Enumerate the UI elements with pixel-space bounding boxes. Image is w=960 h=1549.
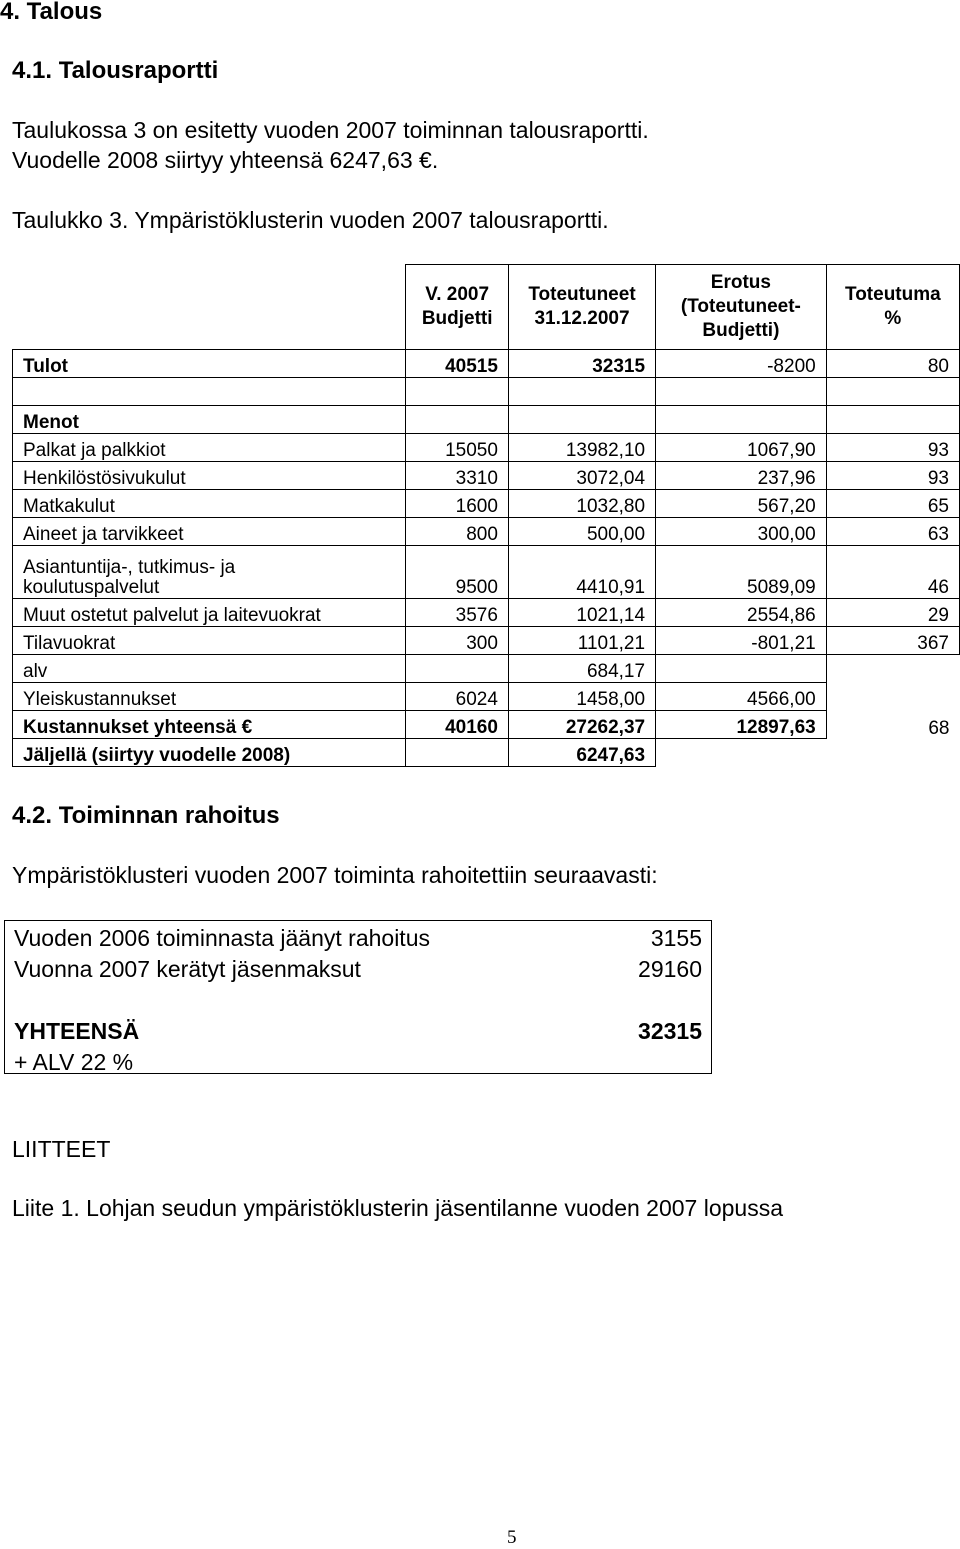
list-item — [4, 920, 712, 951]
total-actual: 27262,37 — [508, 711, 655, 739]
row-budget: 800 — [406, 518, 509, 546]
row-pct: 46 — [826, 546, 959, 599]
spacer-cell — [826, 378, 959, 406]
empty-cell — [656, 739, 827, 767]
row-pct: 65 — [826, 490, 959, 518]
spacer-cell — [564, 982, 712, 1013]
total-row — [13, 711, 960, 739]
table-row — [13, 462, 960, 490]
table-row — [13, 490, 960, 518]
funding-vat-row — [4, 1044, 712, 1075]
percent-column-header: Toteutuma % — [826, 265, 959, 350]
row-pct: 93 — [826, 434, 959, 462]
row-diff: 300,00 — [656, 518, 827, 546]
spacer-row — [4, 982, 712, 1013]
row-pct: 63 — [826, 518, 959, 546]
row-diff: 237,96 — [656, 462, 827, 490]
row-actual: 13982,10 — [508, 434, 655, 462]
row-pct: 29 — [826, 599, 959, 627]
intro-line-1: Taulukossa 3 on esitetty vuoden 2007 toiminnan talousraportti. — [12, 117, 649, 143]
funding-value: 29160 — [638, 956, 702, 982]
row-actual: 1101,21 — [508, 627, 655, 655]
row-diff: 567,20 — [656, 490, 827, 518]
funding-intro: Ympäristöklusteri vuoden 2007 toiminta rahoitettiin seuraavasti: — [12, 862, 658, 888]
row-budget: 15050 — [406, 434, 509, 462]
page-number: 5 — [507, 1527, 517, 1548]
row-pct — [826, 683, 959, 711]
row-diff: -801,21 — [656, 627, 827, 655]
funding-value: 3155 — [650, 925, 702, 951]
spacer-cell — [406, 378, 509, 406]
difference-column-header: Erotus (Toteutuneet- Budjetti) — [656, 265, 827, 350]
row-label: Palkat ja palkkiot — [13, 434, 406, 462]
row-actual: 1032,80 — [508, 490, 655, 518]
row-budget — [406, 655, 509, 683]
remaining-actual: 6247,63 — [508, 739, 655, 767]
funding-label: Vuonna 2007 kerätyt jäsenmaksut — [14, 956, 361, 982]
row-budget: 1600 — [406, 490, 509, 518]
intro-line-2: Vuodelle 2008 siirtyy yhteensä 6247,63 €. — [12, 147, 439, 173]
empty-cell — [826, 739, 959, 767]
row-budget: 9500 — [406, 546, 509, 599]
table-row — [13, 518, 960, 546]
spacer-cell — [656, 378, 827, 406]
appendix-heading: LIITTEET — [12, 1136, 111, 1162]
income-diff: -8200 — [656, 350, 827, 378]
actual-column-header: Toteutuneet 31.12.2007 — [508, 265, 655, 350]
row-budget: 3576 — [406, 599, 509, 627]
income-budget: 40515 — [406, 350, 509, 378]
table-row — [13, 655, 960, 683]
row-diff: 2554,86 — [656, 599, 827, 627]
spacer-cell — [13, 378, 406, 406]
list-item — [4, 951, 712, 982]
row-label: Aineet ja tarvikkeet — [13, 518, 406, 546]
spacer-row — [13, 378, 960, 406]
row-label: Matkakulut — [13, 490, 406, 518]
row-actual: 684,17 — [508, 655, 655, 683]
expenses-label: Menot — [13, 406, 406, 434]
table-caption: Taulukko 3. Ympäristöklusterin vuoden 2007 talousraportti. — [12, 207, 609, 233]
row-label: Yleiskustannukset — [13, 683, 406, 711]
funding-label: Vuoden 2006 toiminnasta jäänyt rahoitus — [14, 925, 430, 951]
row-label: Tilavuokrat — [13, 627, 406, 655]
income-label: Tulot — [13, 350, 406, 378]
sub-heading: 4.1. Talousraportti — [12, 57, 219, 84]
table-row — [13, 683, 960, 711]
row-diff: 1067,90 — [656, 434, 827, 462]
row-pct: 367 — [826, 627, 959, 655]
empty-cell — [508, 406, 655, 434]
empty-header-cell — [13, 265, 406, 350]
empty-cell — [564, 1044, 712, 1075]
funding-table — [4, 920, 712, 1075]
section-heading: 4. Talous — [0, 0, 103, 25]
remaining-row — [13, 739, 960, 767]
income-actual: 32315 — [508, 350, 655, 378]
funding-total-value: 32315 — [638, 1018, 702, 1044]
finance-header-row — [13, 265, 960, 350]
row-budget: 3310 — [406, 462, 509, 490]
funding-heading: 4.2. Toiminnan rahoitus — [12, 802, 280, 829]
row-diff — [656, 655, 827, 683]
row-actual: 1458,00 — [508, 683, 655, 711]
row-actual: 4410,91 — [508, 546, 655, 599]
finance-table — [12, 264, 960, 767]
empty-cell — [406, 739, 509, 767]
appendix-item-1: Liite 1. Lohjan seudun ympäristöklusterin jäsentilanne vuoden 2007 lopussa — [12, 1195, 784, 1221]
funding-total-row — [4, 1013, 712, 1044]
income-row — [13, 350, 960, 378]
table-row — [13, 546, 960, 599]
row-label: Asiantuntija-, tutkimus- ja koulutuspalvelut — [13, 546, 406, 599]
expenses-label-row — [13, 406, 960, 434]
row-budget: 300 — [406, 627, 509, 655]
row-actual: 3072,04 — [508, 462, 655, 490]
total-diff: 12897,63 — [656, 711, 827, 739]
row-pct: 93 — [826, 462, 959, 490]
table-row — [13, 434, 960, 462]
row-budget: 6024 — [406, 683, 509, 711]
empty-cell — [826, 406, 959, 434]
table-row — [13, 627, 960, 655]
spacer-cell — [4, 982, 564, 1013]
empty-cell — [406, 406, 509, 434]
total-budget: 40160 — [406, 711, 509, 739]
row-label: alv — [13, 655, 406, 683]
funding-total-label: YHTEENSÄ — [14, 1018, 140, 1044]
remaining-label: Jäljellä (siirtyy vuodelle 2008) — [13, 739, 406, 767]
row-diff: 5089,09 — [656, 546, 827, 599]
spacer-cell — [508, 378, 655, 406]
row-diff: 4566,00 — [656, 683, 827, 711]
budget-column-header: V. 2007 Budjetti — [406, 265, 509, 350]
row-actual: 1021,14 — [508, 599, 655, 627]
row-label: Muut ostetut palvelut ja laitevuokrat — [13, 599, 406, 627]
empty-cell — [656, 406, 827, 434]
funding-vat-label: + ALV 22 % — [14, 1049, 134, 1075]
total-label: Kustannukset yhteensä € — [13, 711, 406, 739]
row-pct — [826, 655, 959, 683]
total-pct: 68 — [928, 717, 950, 739]
row-label: Henkilöstösivukulut — [13, 462, 406, 490]
income-pct: 80 — [826, 350, 959, 378]
row-actual: 500,00 — [508, 518, 655, 546]
table-row — [13, 599, 960, 627]
